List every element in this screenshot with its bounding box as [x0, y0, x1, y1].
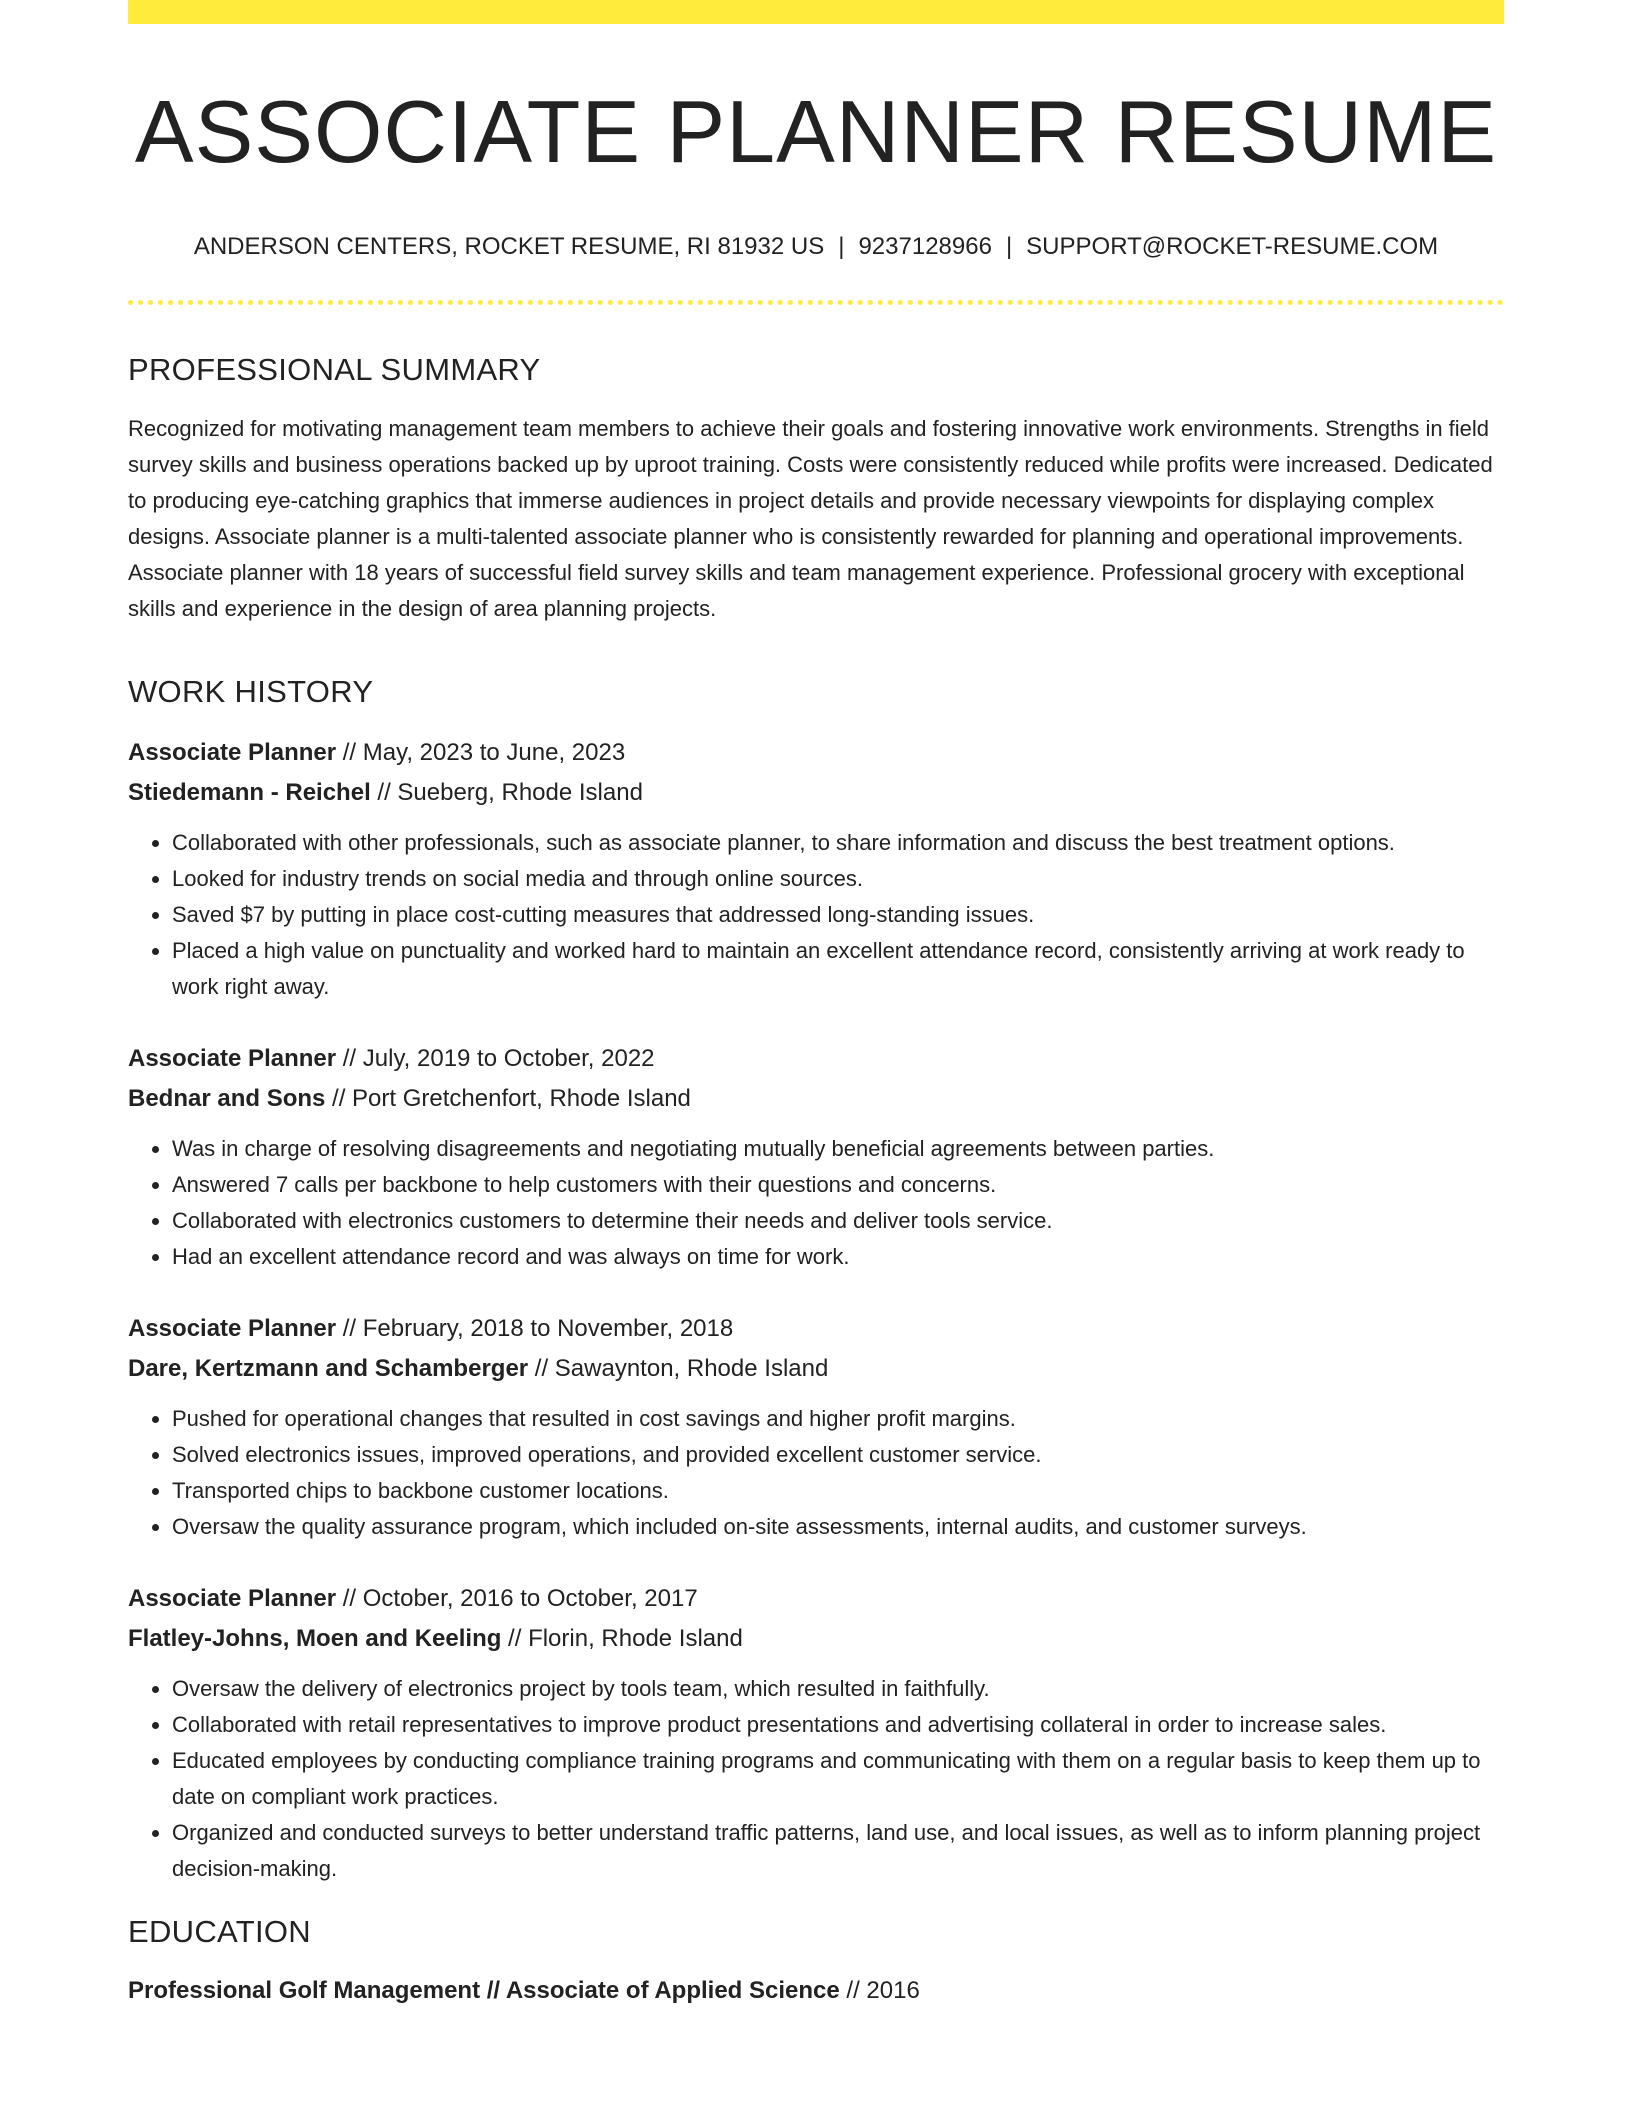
job-title-line — [128, 1579, 1504, 1619]
dotted-divider — [128, 300, 1504, 305]
job-title-line — [128, 1309, 1504, 1349]
resume-title: ASSOCIATE PLANNER RESUME — [134, 82, 1498, 181]
job-company-line — [128, 1349, 1504, 1389]
job-bullets — [128, 1131, 1504, 1275]
job-location: // Sawaynton, Rhode Island — [528, 1355, 829, 1382]
job-dates: // October, 2016 to October, 2017 — [336, 1585, 698, 1612]
job-entry — [128, 1039, 1504, 1275]
job-company: Bednar and Sons — [128, 1085, 326, 1112]
contact-phone: 9237128966 — [858, 233, 992, 260]
job-bullets — [128, 1671, 1504, 1887]
job-bullet: • Pushed for operational changes that resulted in cost savings and higher profit margins. — [172, 1401, 1504, 1437]
job-company: Stiedemann - Reichel — [128, 779, 371, 806]
job-entry — [128, 733, 1504, 1005]
job-dates: // February, 2018 to November, 2018 — [336, 1315, 734, 1342]
job-entry — [128, 1309, 1504, 1545]
job-title: Associate Planner — [128, 739, 337, 766]
job-title-line — [128, 733, 1504, 773]
job-company: Flatley-Johns, Moen and Keeling — [128, 1625, 502, 1652]
education-entry — [128, 1971, 1504, 2011]
summary-heading: PROFESSIONAL SUMMARY — [128, 352, 541, 387]
job-bullet: • Saved $7 by putting in place cost-cutting measures that addressed long-standing issues. — [172, 897, 1504, 933]
job-company: Dare, Kertzmann and Schamberger — [128, 1355, 529, 1382]
job-company-line — [128, 773, 1504, 813]
job-bullet: • Was in charge of resolving disagreements and negotiating mutually beneficial agreements between parties. — [172, 1131, 1504, 1167]
job-bullet: • Had an excellent attendance record and was always on time for work. — [172, 1239, 1504, 1275]
contact-separator: | — [1005, 233, 1013, 260]
contact-address: ANDERSON CENTERS, ROCKET RESUME, RI 81932 US — [193, 233, 825, 260]
work-history-heading: WORK HISTORY — [128, 674, 374, 709]
job-dates: // May, 2023 to June, 2023 — [336, 739, 626, 766]
job-location: // Florin, Rhode Island — [501, 1625, 743, 1652]
job-bullet: • Collaborated with retail representatives to improve product presentations and advertising collateral in order to increase sales. — [172, 1707, 1504, 1743]
education-heading: EDUCATION — [128, 1914, 311, 1949]
accent-bar — [128, 0, 1504, 24]
job-bullet: • Oversaw the delivery of electronics project by tools team, which resulted in faithfully. — [172, 1671, 1504, 1707]
job-title: Associate Planner — [128, 1315, 337, 1342]
job-bullet: • Oversaw the quality assurance program, which included on-site assessments, internal audits, and customer surveys. — [172, 1509, 1504, 1545]
job-location: // Sueberg, Rhode Island — [370, 779, 643, 806]
job-bullet: • Educated employees by conducting compliance training programs and communicating with them on a regular basis to keep them up to date on compliant work practices. — [172, 1743, 1504, 1815]
resume-content — [128, 24, 1504, 2011]
job-bullet: • Placed a high value on punctuality and worked hard to maintain an excellent attendance record, consistently arriving at work ready to work right away. — [172, 933, 1504, 1005]
job-title: Associate Planner — [128, 1585, 337, 1612]
summary-text: Recognized for motivating management team members to achieve their goals and fostering innovative work environments. Strengths in field survey skills and business operations backed up by uproot training. Costs were consistently reduced while profits were increased. Dedicated to producing eye-catching graphics that immerse audiences in project details and provide necessary viewpoints for displaying complex designs. Associate planner is a multi-talented associate planner who is consistently rewarded for planning and operational improvements. Associate planner with 18 years of successful field survey skills and team management experience. Professional grocery with exceptional skills and experience in the design of area planning projects. — [128, 416, 1493, 621]
contact-separator: | — [838, 233, 845, 260]
job-bullets — [128, 1401, 1504, 1545]
job-bullet: • Answered 7 calls per backbone to help customers with their questions and concerns. — [172, 1167, 1504, 1203]
job-bullet: • Organized and conducted surveys to better understand traffic patterns, land use, and local issues, as well as to inform planning project decision-making. — [172, 1815, 1504, 1887]
job-title: Associate Planner — [128, 1045, 337, 1072]
job-bullet: • Collaborated with electronics customers to determine their needs and deliver tools service. — [172, 1203, 1504, 1239]
job-entry — [128, 1579, 1504, 1887]
education-year: // 2016 — [839, 1977, 920, 2004]
contact-line — [128, 232, 1504, 262]
job-bullet: • Transported chips to backbone customer locations. — [172, 1473, 1504, 1509]
job-location: // Port Gretchenfort, Rhode Island — [325, 1085, 691, 1112]
job-dates: // July, 2019 to October, 2022 — [336, 1045, 655, 1072]
job-bullet: • Collaborated with other professionals, such as associate planner, to share information and discuss the best treatment options. — [172, 825, 1504, 861]
contact-email: SUPPORT@ROCKET-RESUME.COM — [1026, 233, 1439, 260]
job-title-line — [128, 1039, 1504, 1079]
job-bullets — [128, 825, 1504, 1005]
job-company-line — [128, 1619, 1504, 1659]
education-degree: Professional Golf Management // Associate of Applied Science — [128, 1977, 840, 2004]
job-bullet: • Solved electronics issues, improved operations, and provided excellent customer service. — [172, 1437, 1504, 1473]
job-company-line — [128, 1079, 1504, 1119]
job-bullet: • Looked for industry trends on social media and through online sources. — [172, 861, 1504, 897]
